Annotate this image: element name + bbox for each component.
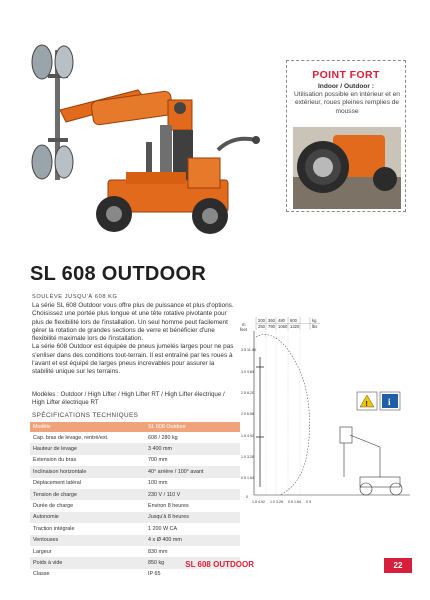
spec-value: 40° arrière / 100° avant [145,466,240,477]
load-header-lbs [258,324,317,329]
table-row [30,443,240,454]
table-row [30,546,240,557]
spec-label: Déplacement latéral [33,480,81,487]
callout-title: POINT FORT [312,69,380,81]
spec-label: Durée de charge [33,503,74,510]
table-row [30,432,240,443]
spec-label: Autonomie [30,512,145,523]
models-text: Modèles : Outdoor / High Lifter / High Lifter RT / High Lifter électrique / High Lifter électrique RT [32,391,225,406]
load-lbs-label: 250 [258,324,265,329]
description [32,302,237,377]
description-paragraph: La série 608 Outdoor est équipée de pneus jumelés larges pour ne pas s'enliser dans des conditions tout-terrain. Il est entraîné par les roues à l'avant et est équipé de larges pneus increvables pour assurer la stabilité unique sur les terrains. [32,343,234,376]
reach-tick: 0.5 1.64 [288,500,301,504]
point-fort-callout [286,60,406,212]
load-lbs-label: 1060 [278,324,288,329]
unit-m: m [242,322,246,327]
spec-label: Ventouses [30,535,145,546]
spec-label: Extension du bras [33,457,77,464]
reach-tick: 1.5 4.92 [252,500,265,504]
spec-label: Largeur [33,548,52,555]
spec-value: 608 / 280 kg [148,434,178,441]
height-tick: 3.0 9.84 [241,370,254,374]
table-row [30,455,240,466]
spec-value: IP 65 [148,571,161,578]
load-lbs-label: 1320 [290,324,300,329]
outdoor-wheel-photo [293,127,401,209]
load-diagram [240,317,420,512]
load-kg-label: 600 [290,318,297,323]
callout-body: Utilisation possible en intérieur et en extérieur, roues pleines remplies de mousse [294,91,400,115]
table-row [30,523,240,534]
table-row [30,500,240,511]
unit-label [240,322,248,332]
spec-value: 700 mm [148,457,168,464]
load-kg-label: 480 [278,318,285,323]
spec-label: Cap. bras de levage, rentré/ext. [33,434,109,441]
load-unit-lbs: lbs [312,324,318,329]
specs-header-cell: SL 608 Outdoor [145,422,240,432]
height-tick: 2.5 8.20 [241,391,254,395]
table-row [30,489,240,500]
height-tick: 3.5 11.48 [241,348,256,352]
spec-value: Environ 8 heures [148,503,189,510]
table-row [30,478,240,489]
spec-value: 3 400 mm [145,443,240,454]
table-row [30,466,240,477]
load-unit-kg: kg [312,318,317,323]
footer-product-name: SL 608 OUTDOOR [185,560,254,569]
specs-header-row [30,422,240,432]
spec-value: 1 200 W CA [148,525,178,532]
spec-label: Tension de charge [30,489,145,500]
spec-label: Poids à vide [30,557,145,568]
spec-value: 830 mm [148,548,168,555]
height-tick: 1.0 3.28 [241,455,254,459]
height-tick: 1.5 4.92 [241,434,254,438]
reach-tick: 1.0 3.28 [270,500,283,504]
spec-label: Classe [33,571,50,578]
svg-text:!: ! [365,401,368,408]
height-tick: 0.5 1.64 [241,476,254,480]
spec-label: Inclinaison horizontale [30,466,145,477]
product-title: SL 608 OUTDOOR [30,263,207,285]
load-kg-label: 200 [258,318,265,323]
table-row [30,512,240,523]
height-tick: 2.0 6.56 [241,412,254,416]
table-row [30,535,240,546]
spec-value: 230 V / 110 V [145,489,240,500]
specs-header-cell: Modèle [30,422,145,432]
spec-value: 850 kg [145,557,240,568]
load-kg-label: 360 [268,318,275,323]
load-lbs-label: 790 [268,324,275,329]
lift-capacity-caption: SOULÈVE JUSQU'À 608 KG [32,294,118,300]
height-tick: 0 [246,495,248,499]
specs-table [30,422,240,580]
spec-value: 100 mm [148,480,168,487]
spec-label: Traction intégrale [33,525,75,532]
reach-tick: 0 0 [306,500,311,504]
page-number: 22 [384,558,412,573]
callout-subtitle: Indoor / Outdoor : [317,83,375,90]
specs-caption: SPÉCIFICATIONS TECHNIQUES [32,412,139,419]
description-paragraph: La série SL 608 Outdoor vous offre plus de puissance et plus d'options. Choisissez une portée plus longue et une tête rotative pivotante pour plus de flexibilité lors de l'installation. Un seul homme peut facilement gérer la rotation de grandes sections de verre et bénéficier d'une flexibilité maximale lors de l'installation. [32,302,234,343]
unit-feet: feet [240,327,247,332]
load-header-kg [258,318,317,323]
machine-illustration [18,30,273,240]
spec-label: Hauteur de levage [30,443,145,454]
table-row [30,569,240,580]
svg-text:i: i [388,397,391,407]
spec-value: Jusqu'à 8 heures [145,512,240,523]
spec-value: 4 x Ø 400 mm [145,535,240,546]
